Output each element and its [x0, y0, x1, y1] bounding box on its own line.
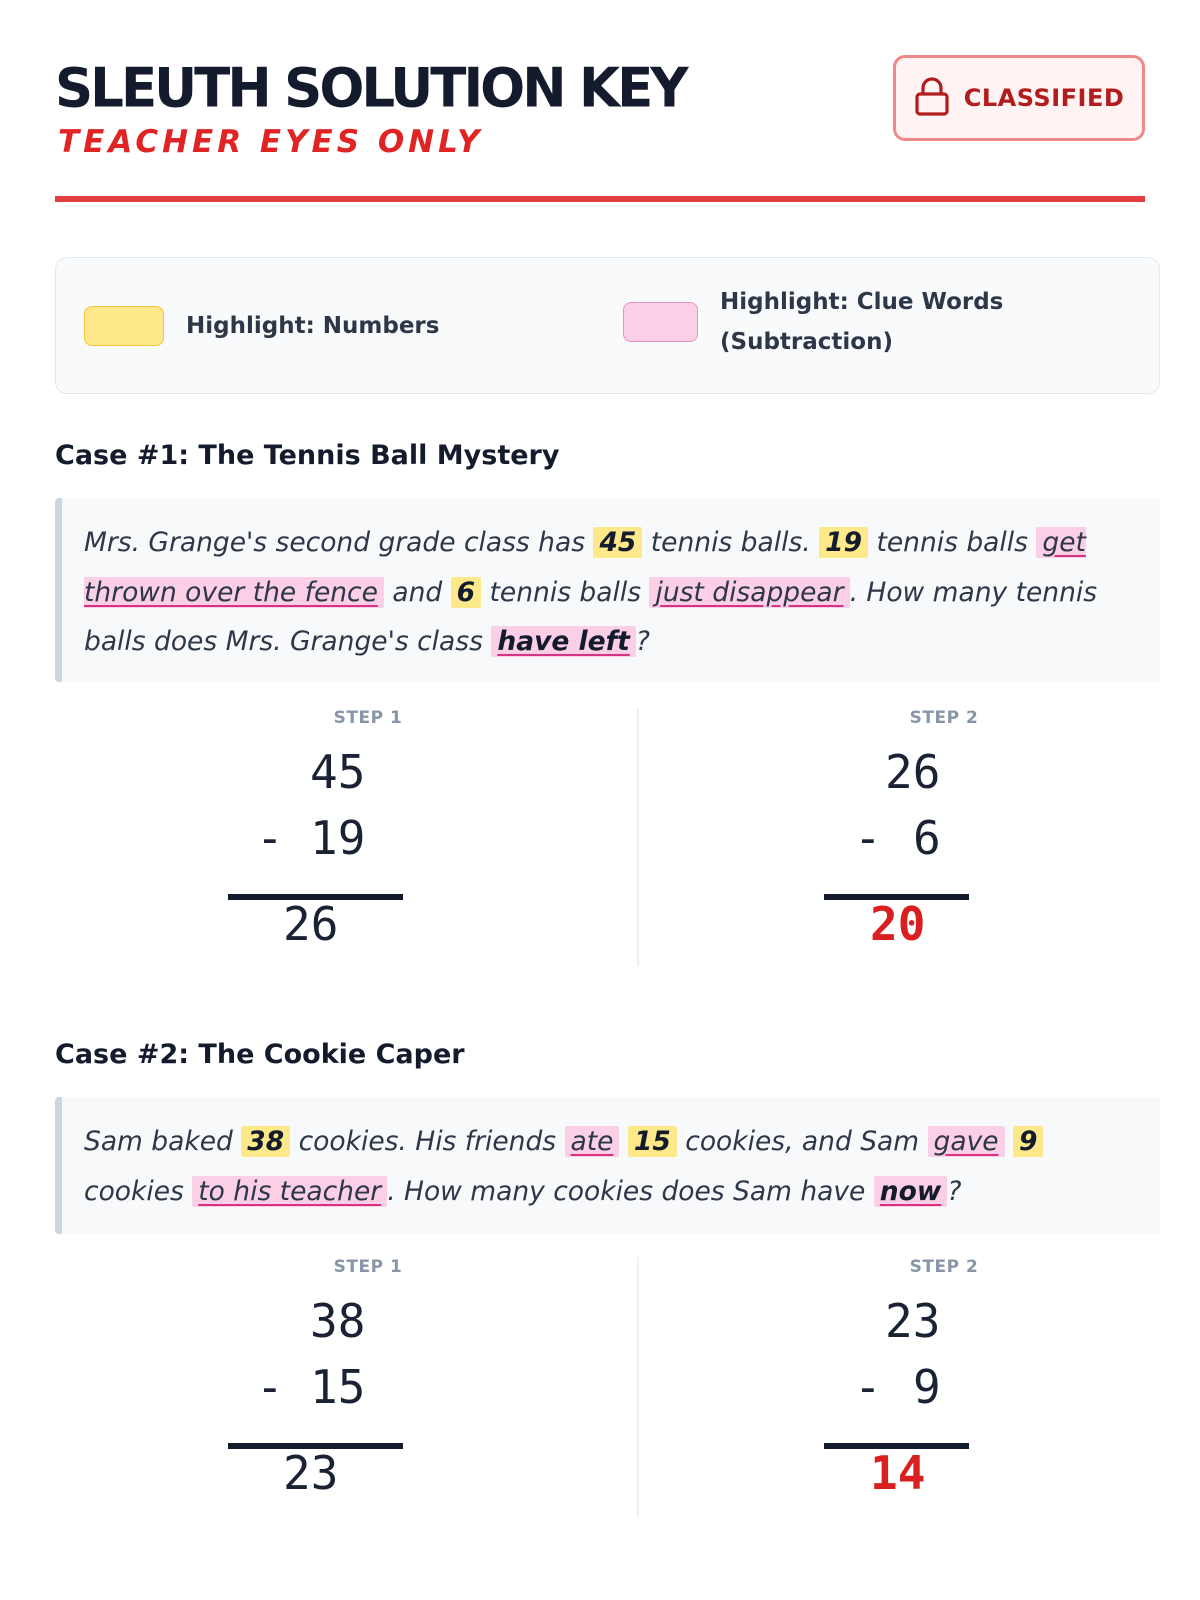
subtrahend: 6	[913, 811, 941, 865]
legend-clue-label: Highlight: Clue Words (Subtraction)	[720, 289, 1004, 355]
number-highlight: 15	[628, 1126, 677, 1157]
subtrahend: 15	[310, 1360, 366, 1414]
minuend: 38	[310, 1294, 366, 1348]
clue-word-highlight: have left	[491, 626, 635, 657]
page-subtitle: TEACHER EYES ONLY	[58, 124, 484, 160]
number-highlight: 45	[593, 527, 642, 558]
yellow-swatch	[84, 306, 164, 346]
story-text: cookies	[84, 1175, 184, 1207]
minuend: 26	[885, 745, 941, 799]
case-1-work	[55, 708, 1160, 968]
clue-word-highlight: get thrown over the fence	[84, 527, 1086, 608]
case-1-story	[55, 498, 1160, 682]
lock-icon	[914, 76, 950, 120]
clue-word-highlight: gave	[928, 1126, 1005, 1157]
step-label: STEP 1	[333, 1257, 403, 1277]
column-divider	[637, 708, 639, 966]
final-answer: 14	[870, 1446, 926, 1500]
story-text: . How many tennis balls does Mrs. Grange's class	[84, 576, 1098, 657]
story-text: cookies, and Sam	[685, 1126, 920, 1157]
classified-badge	[893, 55, 1145, 141]
final-answer: 20	[870, 897, 926, 951]
story-text: . How many cookies does Sam have	[387, 1175, 866, 1207]
number-highlight: 6	[451, 577, 481, 608]
difference: 26	[283, 897, 339, 951]
story-text: ?	[635, 626, 650, 657]
page-header	[55, 0, 1145, 202]
story-text: and	[392, 576, 443, 608]
story-text: tennis balls	[489, 576, 642, 608]
minus-sign: -	[256, 811, 284, 865]
page-title: SLEUTH SOLUTION KEY	[55, 57, 686, 120]
case-2-story	[55, 1097, 1160, 1234]
legend-clue-words	[623, 282, 1020, 362]
step-label: STEP 2	[909, 708, 979, 728]
story-text: tennis balls.	[650, 527, 811, 558]
classified-label: CLASSIFIED	[963, 84, 1125, 112]
number-highlight: 19	[819, 527, 868, 558]
highlight-legend	[55, 257, 1160, 394]
minus-sign: -	[256, 1360, 284, 1414]
clue-word-highlight: now	[874, 1176, 948, 1207]
legend-numbers	[84, 306, 439, 346]
clue-word-highlight: ate	[565, 1126, 620, 1157]
subtrahend: 9	[913, 1360, 941, 1414]
minuend: 23	[885, 1294, 941, 1348]
clue-word-highlight: just disappear	[649, 577, 849, 608]
case-2-work	[55, 1257, 1160, 1519]
column-divider	[637, 1257, 639, 1517]
pink-swatch	[623, 302, 698, 342]
case-1-title: Case #1: The Tennis Ball Mystery	[55, 440, 560, 471]
number-highlight: 9	[1013, 1126, 1043, 1157]
story-text: cookies. His friends	[298, 1126, 557, 1157]
clue-word-highlight: to his teacher	[192, 1176, 387, 1207]
step-label: STEP 1	[333, 708, 403, 728]
difference: 23	[283, 1446, 339, 1500]
number-highlight: 38	[241, 1126, 290, 1157]
case-2-title: Case #2: The Cookie Caper	[55, 1039, 465, 1070]
minus-sign: -	[854, 811, 882, 865]
story-text: ?	[947, 1175, 962, 1207]
story-text: Mrs. Grange's second grade class has	[84, 527, 586, 558]
story-text: tennis balls	[876, 527, 1028, 558]
step-label: STEP 2	[909, 1257, 979, 1277]
legend-numbers-label: Highlight: Numbers	[186, 313, 440, 339]
minus-sign: -	[854, 1360, 882, 1414]
minuend: 45	[310, 745, 366, 799]
story-text: Sam baked	[84, 1126, 233, 1157]
subtrahend: 19	[310, 811, 366, 865]
